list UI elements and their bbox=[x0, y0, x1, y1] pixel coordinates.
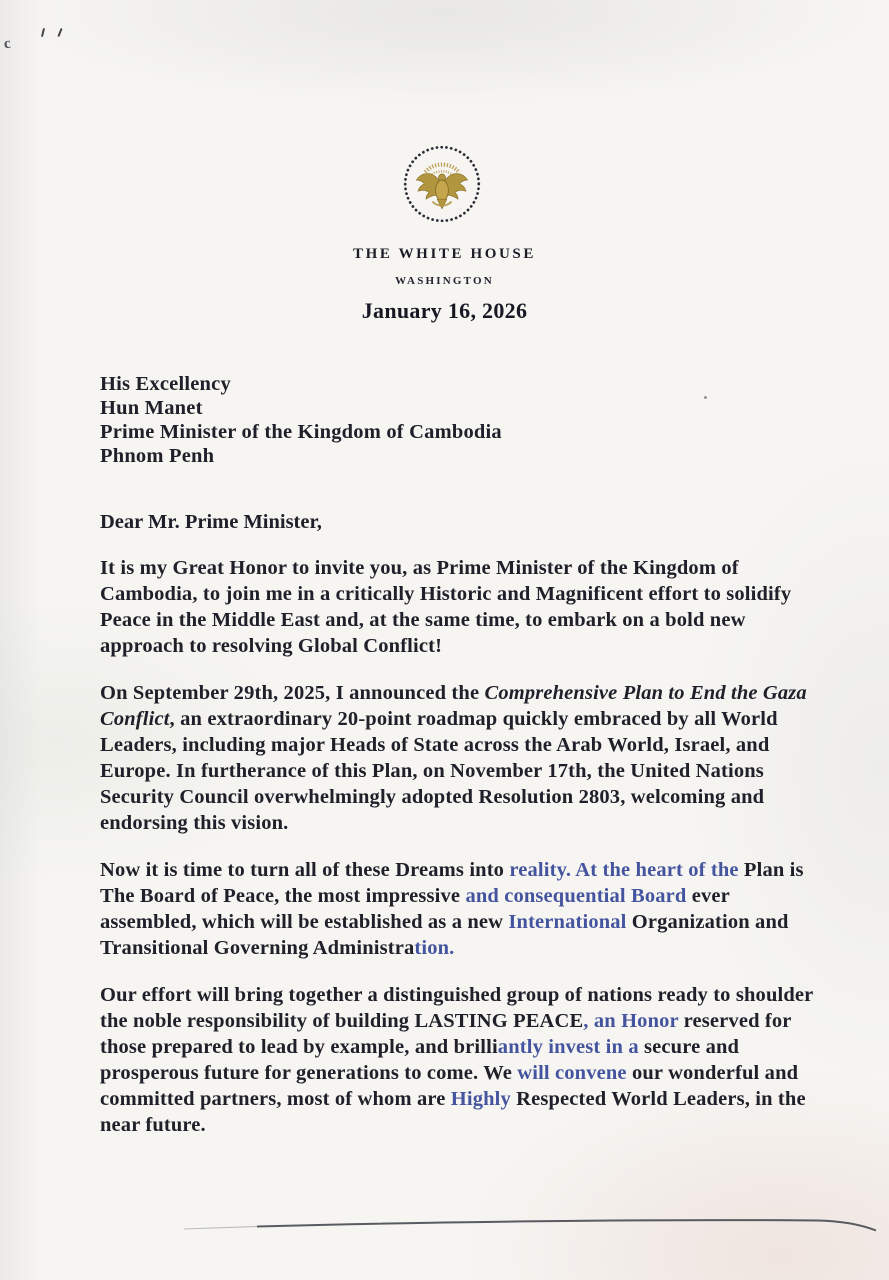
pen-tick-mark bbox=[57, 28, 62, 37]
letter-date: January 16, 2026 bbox=[361, 298, 528, 323]
recipient-line: Phnom Penh bbox=[100, 445, 215, 467]
salutation: Dear Mr. Prime Minister, bbox=[100, 511, 322, 533]
recipient-line: His Excellency bbox=[100, 373, 231, 395]
text-run: reserved for those prepared to lead by example, and brilli bbox=[100, 1010, 792, 1058]
text-run: Now it is time to turn all of these Dreams into bbox=[100, 859, 510, 881]
text-run: On September 29th, 2025, I announced the bbox=[100, 682, 485, 704]
text-run-blue: and consequential Board bbox=[465, 885, 687, 907]
pen-mark: c bbox=[2, 35, 12, 53]
letterhead-location: WASHINGTON bbox=[395, 275, 494, 287]
text-run: secure and prosperous future for generations to come. We bbox=[100, 1036, 740, 1084]
text-run: Organization and Transitional Governing Administra bbox=[100, 911, 789, 959]
recipient-line: Hun Manet bbox=[100, 397, 203, 419]
text-run: Respected World Leaders, in the near future. bbox=[100, 1088, 806, 1136]
letter-body bbox=[100, 555, 814, 1138]
text-run-blue: antly invest in a bbox=[497, 1036, 639, 1058]
letterhead-org-name: THE WHITE HOUSE bbox=[353, 246, 536, 262]
text-run: ever assembled, which will be established as a new bbox=[100, 885, 730, 933]
body-paragraph-4 bbox=[100, 982, 814, 1138]
text-run-blue: , an Honor bbox=[583, 1010, 679, 1032]
text-run: , an extraordinary 20-point roadmap quickly embraced by all World Leaders, including major Heads of State across the Arab World, Israel, and Europe. In furtherance of this Plan, on November 17th, the United Nations Security Council overwhelmingly adopted Resolution 2803, welcoming and endorsing this vision. bbox=[100, 708, 778, 834]
text-run-italic: Comprehensive Plan to End the Gaza Conflict bbox=[100, 682, 807, 730]
text-run: Plan is The Board of Peace, the most impressive bbox=[100, 859, 804, 907]
text-run: our wonderful and committed partners, most of whom are bbox=[100, 1062, 799, 1110]
letter-content bbox=[100, 372, 814, 1138]
text-run-blue: tion. bbox=[414, 937, 455, 959]
text-run: It is my Great Honor to invite you, as Prime Minister of the Kingdom of Cambodia, to join me in a critically Historic and Magnificent effort to solidify Peace in the Middle East and, at the same time, to embark on a bold new approach to resolving Global Conflict! bbox=[100, 557, 792, 657]
text-run-blue: will convene bbox=[517, 1062, 627, 1084]
body-paragraph-1 bbox=[100, 555, 814, 659]
recipient-line: Prime Minister of the Kingdom of Cambodia bbox=[100, 421, 502, 443]
text-run: Our effort will bring together a distinguished group of nations ready to shoulder the noble responsibility of building LASTING PEACE bbox=[100, 984, 814, 1032]
pen-tick-mark bbox=[41, 28, 45, 37]
scan-fold-line bbox=[182, 1212, 888, 1242]
text-run-blue: Highly bbox=[450, 1088, 511, 1110]
presidential-seal-icon bbox=[402, 141, 482, 227]
body-paragraph-2 bbox=[100, 680, 814, 836]
text-run-blue: International bbox=[508, 911, 627, 933]
recipient-address bbox=[100, 372, 814, 468]
text-run-blue: reality. At the heart of the bbox=[509, 859, 739, 881]
body-paragraph-3 bbox=[100, 857, 814, 961]
